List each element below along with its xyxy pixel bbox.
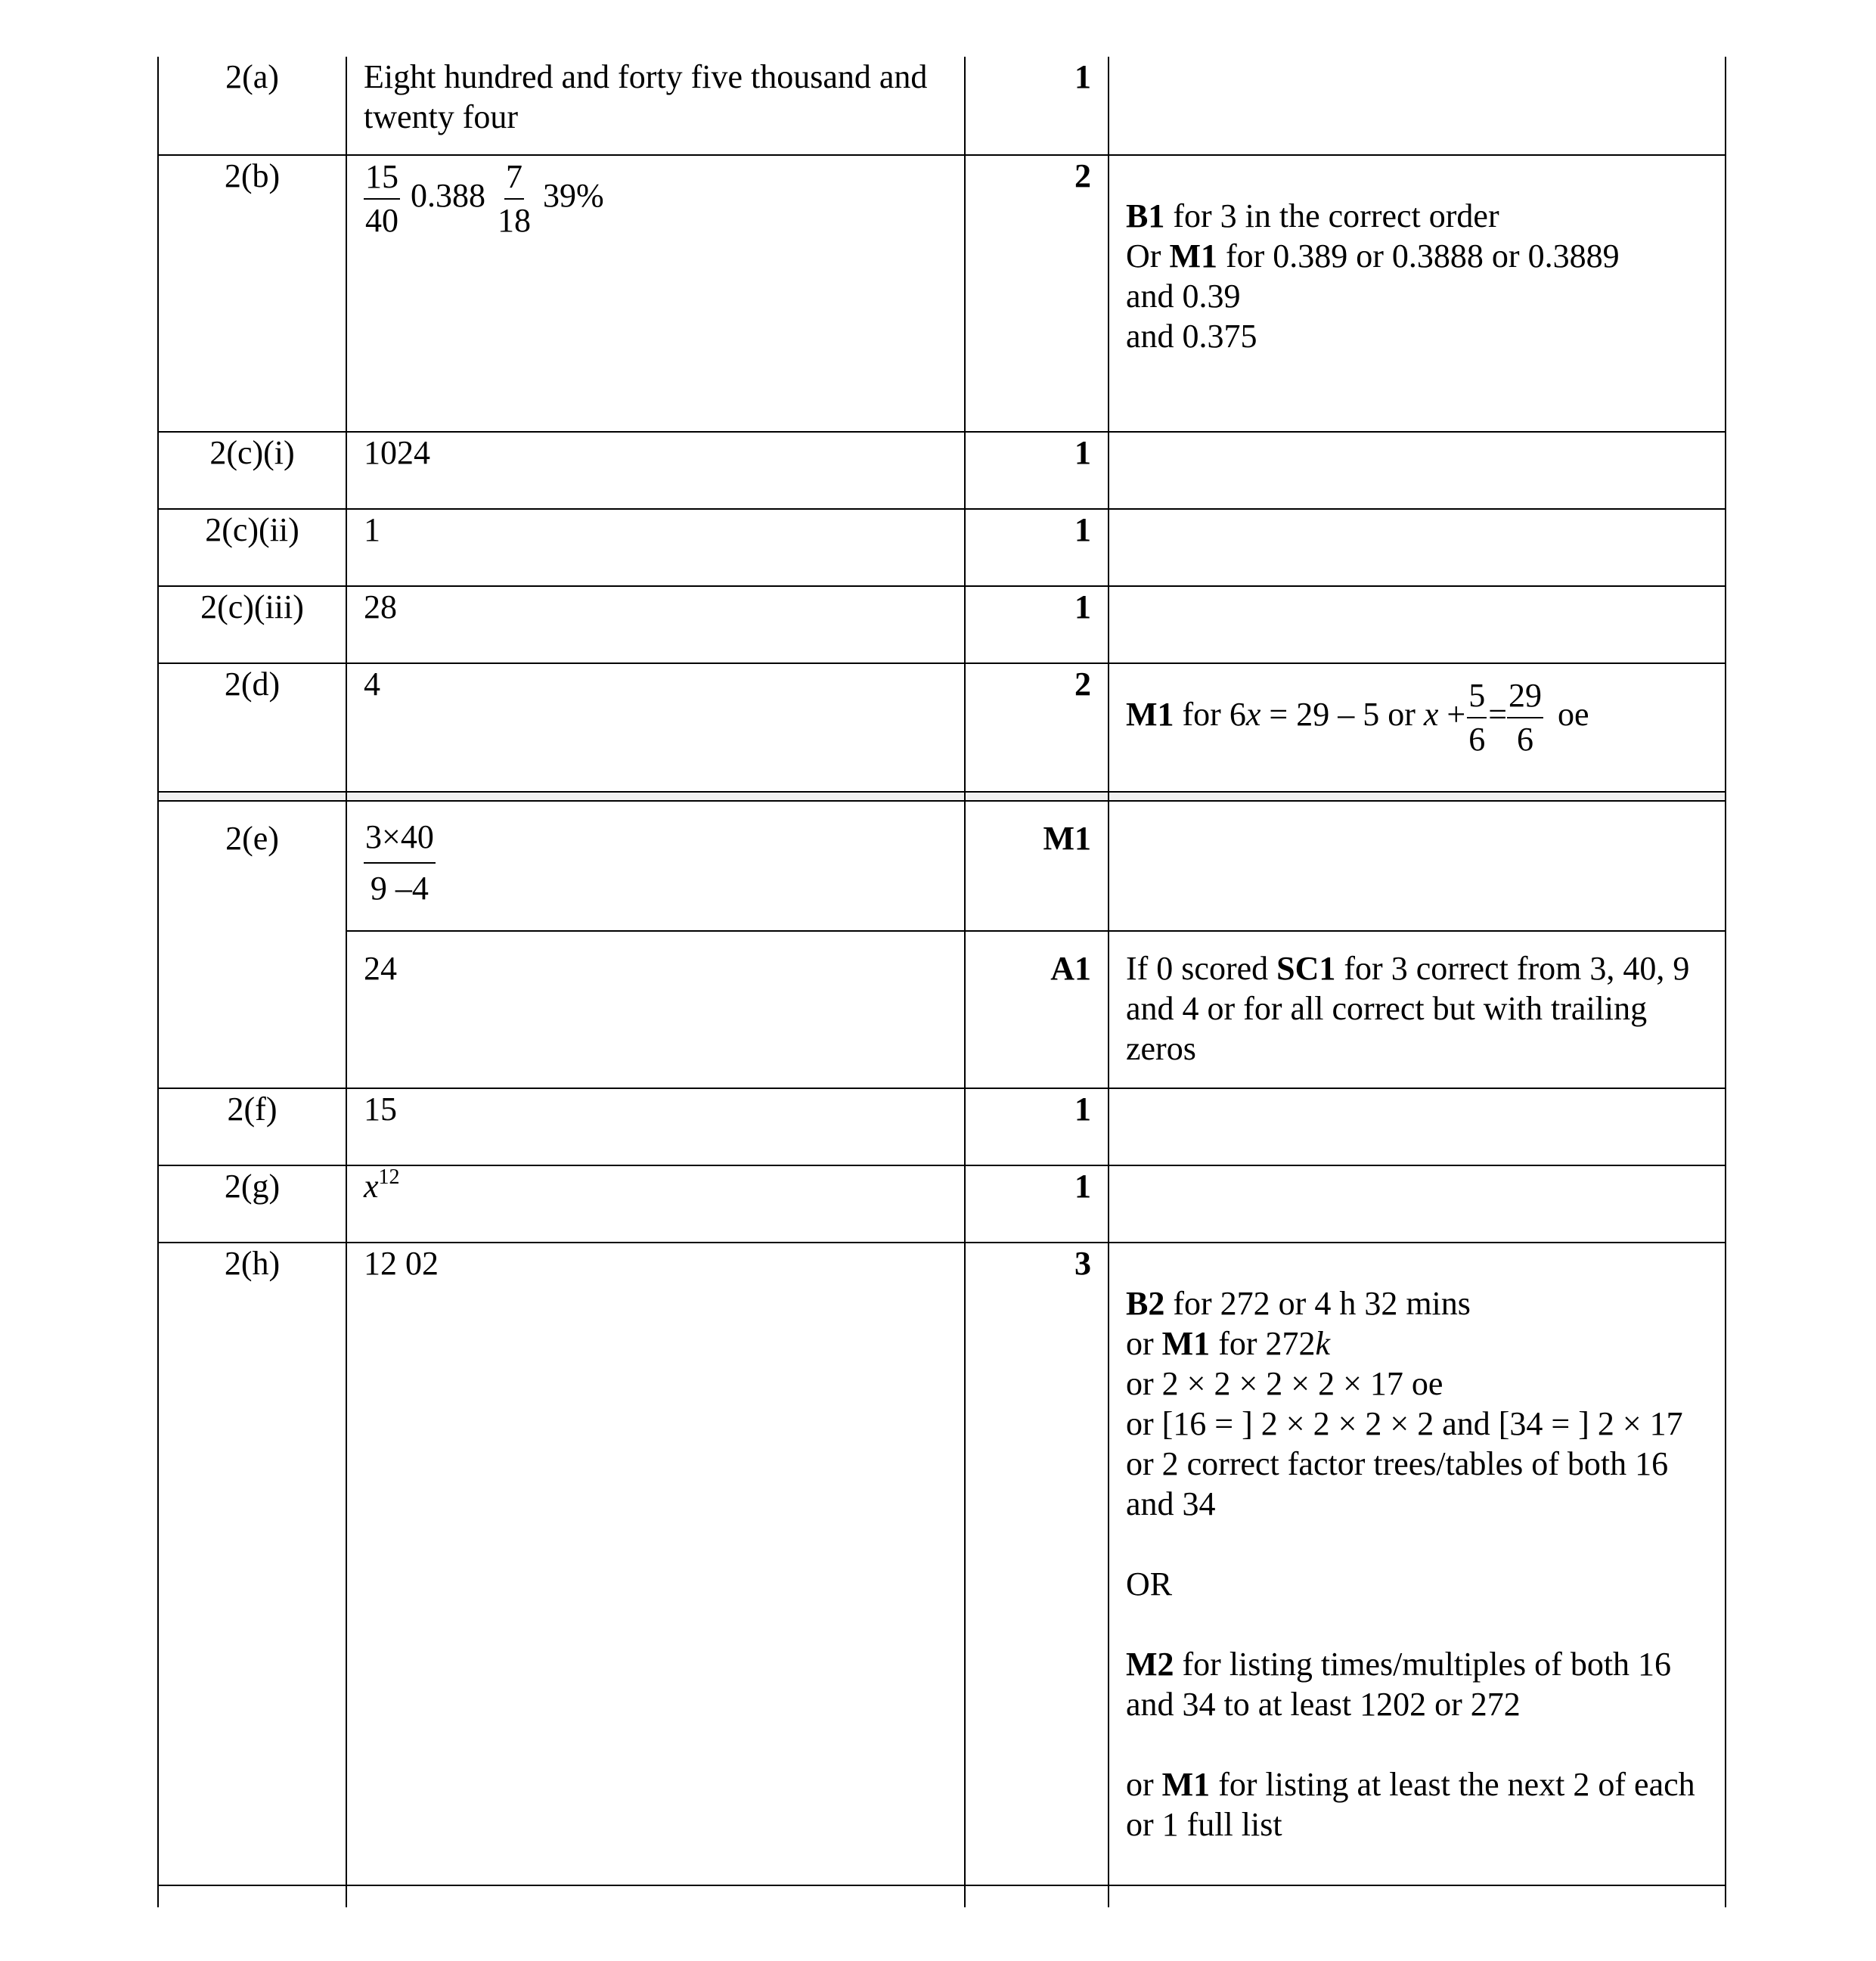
question-number: 2(f) [158, 1088, 346, 1165]
mark-code: M2 [1126, 1646, 1174, 1683]
answer: 12 02 [346, 1243, 965, 1885]
answer: 15 [346, 1088, 965, 1165]
question-number: 2(g) [158, 1165, 346, 1243]
percent-value: 39% [543, 177, 604, 215]
answer: Eight hundred and forty five thousand and twenty four [346, 57, 965, 155]
note-text: Or [1126, 237, 1170, 275]
note-line [1126, 1644, 1708, 1724]
note-text: for 3 in the correct order [1164, 197, 1499, 234]
note-line [1126, 1323, 1708, 1364]
note-line [1126, 1764, 1708, 1845]
answer: 28 [346, 586, 965, 663]
note-text: for 6 [1174, 696, 1246, 734]
denominator: 6 [1517, 721, 1534, 758]
mark-code: SC1 [1276, 950, 1336, 987]
mark-code: M1 [1161, 1325, 1211, 1362]
numerator: 5 [1467, 675, 1487, 718]
notes [1109, 155, 1726, 432]
row-2cii [158, 509, 1726, 586]
notes [1109, 801, 1726, 931]
question-number: 2(a) [158, 57, 346, 155]
row-2b [158, 155, 1726, 432]
question-number: 2(c)(i) [158, 432, 346, 509]
denominator: 40 [365, 202, 398, 239]
row-2g [158, 1165, 1726, 1243]
fraction-7-18 [496, 156, 532, 242]
notes [1109, 931, 1726, 1088]
notes [1109, 586, 1726, 663]
denominator: 18 [498, 202, 531, 239]
note-text: for listing times/multiples of both 16 and 34 to at least 1202 or 272 [1126, 1646, 1672, 1723]
note-line: or [16 = ] 2 × 2 × 2 × 2 and [34 = ] 2 × 17 [1126, 1405, 1683, 1442]
numerator: 3×40 [364, 812, 436, 864]
question-number: 2(c)(iii) [158, 586, 346, 663]
note-line: or 2 correct factor trees/tables of both 16 and 34 [1126, 1445, 1669, 1522]
note-text: If 0 scored [1126, 950, 1277, 987]
notes [1109, 663, 1726, 792]
notes [1109, 432, 1726, 509]
row-2d [158, 663, 1726, 792]
denominator: 9 –4 [370, 870, 429, 907]
mark: 1 [965, 509, 1109, 586]
answer: 1 [346, 509, 965, 586]
note-line [1126, 1283, 1708, 1323]
mark: 3 [965, 1243, 1109, 1885]
variable-x: x [1245, 696, 1261, 734]
section-divider [158, 792, 1726, 801]
note-text: for 3 correct from 3, 40, 9 and 4 or for all correct but with trailing zeros [1126, 950, 1690, 1067]
decimal-value: 0.388 [411, 177, 485, 215]
mark: 1 [965, 586, 1109, 663]
note-line: or 2 × 2 × 2 × 2 × 17 oe [1126, 1365, 1443, 1402]
numerator: 7 [504, 156, 524, 200]
numerator: 15 [364, 156, 400, 200]
fraction-15-40 [364, 156, 400, 242]
answer: 1024 [346, 432, 965, 509]
mark: 1 [965, 432, 1109, 509]
notes [1109, 1243, 1726, 1885]
note-text: for listing at least the next 2 of each or 1 full list [1126, 1766, 1695, 1843]
note-line: and 0.375 [1126, 318, 1257, 355]
mark: 1 [965, 1165, 1109, 1243]
table-continuation [158, 1885, 1726, 1907]
row-2ci [158, 432, 1726, 509]
answer: 4 [346, 663, 965, 792]
row-2h [158, 1243, 1726, 1885]
notes [1109, 57, 1726, 155]
exponent: 12 [378, 1165, 400, 1189]
mark-code: M1 [1161, 1766, 1211, 1803]
note-text: for 0.389 or 0.3888 or 0.3889 [1217, 237, 1620, 275]
note-line [1126, 236, 1708, 276]
answer [346, 155, 965, 432]
working-fraction [364, 812, 436, 914]
row-2ciii [158, 586, 1726, 663]
fraction-5-6 [1467, 675, 1487, 761]
fraction-29-6 [1507, 675, 1543, 761]
mark-code: M1 [1126, 696, 1174, 734]
question-number: 2(b) [158, 155, 346, 432]
note-text: for 272 or 4 h 32 mins [1164, 1285, 1471, 1322]
note-text: + [1438, 696, 1466, 734]
denominator: 6 [1468, 721, 1486, 758]
row-2f [158, 1088, 1726, 1165]
row-2e [158, 801, 1726, 931]
mark: A1 [965, 931, 1109, 1088]
variable-x: x [1423, 696, 1439, 734]
mark: 2 [965, 663, 1109, 792]
question-number: 2(d) [158, 663, 346, 792]
note-text: or [1126, 1325, 1162, 1362]
note-line: OR [1126, 1565, 1173, 1603]
notes [1109, 1165, 1726, 1243]
mark: 1 [965, 1088, 1109, 1165]
note-line: and 0.39 [1126, 278, 1241, 315]
notes [1109, 1088, 1726, 1165]
note-line [1126, 196, 1708, 236]
mark: 1 [965, 57, 1109, 155]
answer [346, 1165, 965, 1243]
equals-sign: = [1488, 696, 1508, 734]
answer [346, 801, 965, 931]
mark: 2 [965, 155, 1109, 432]
numerator: 29 [1507, 675, 1543, 718]
variable-x: x [364, 1168, 379, 1205]
note-text: or [1126, 1766, 1162, 1803]
question-number: 2(e) [158, 801, 346, 1088]
notes [1109, 509, 1726, 586]
mark-code: B1 [1126, 197, 1165, 234]
row-2e-answer [158, 931, 1726, 1088]
question-number: 2(h) [158, 1243, 346, 1885]
mark-scheme-table [157, 57, 1726, 1907]
question-number: 2(c)(ii) [158, 509, 346, 586]
note-text: oe [1549, 696, 1589, 734]
mark-code: M1 [1169, 237, 1217, 275]
mark-code: B2 [1126, 1285, 1165, 1322]
answer: 24 [346, 931, 965, 1088]
row-2a [158, 57, 1726, 155]
mark: M1 [965, 801, 1109, 931]
variable-k: k [1315, 1325, 1331, 1362]
note-text: for 272 [1210, 1325, 1316, 1362]
note-text: = 29 – 5 or [1260, 696, 1424, 734]
